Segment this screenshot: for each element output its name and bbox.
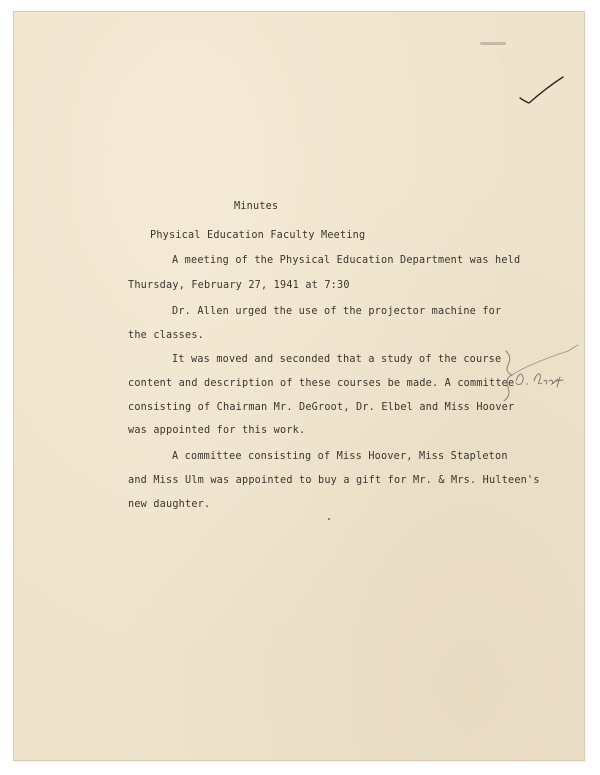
document-title: Minutes — [234, 201, 279, 212]
document-page — [14, 12, 584, 760]
body-line: A meeting of the Physical Education Department was held — [172, 255, 521, 266]
body-line: and Miss Ulm was appointed to buy a gift for Mr. & Mrs. Hulteen's — [128, 475, 540, 486]
body-line: the classes. — [128, 330, 205, 341]
margin-note-handwriting — [494, 337, 580, 407]
body-line: content and description of these courses be made. A committee — [128, 378, 515, 389]
body-line: consisting of Chairman Mr. DeGroot, Dr. Elbel and Miss Hoover — [128, 402, 515, 413]
ink-dot — [328, 518, 330, 520]
body-line: Thursday, February 27, 1941 at 7:30 — [128, 280, 350, 291]
body-line: A committee consisting of Miss Hoover, Miss Stapleton — [172, 451, 508, 462]
document-subtitle: Physical Education Faculty Meeting — [150, 230, 366, 241]
body-line: It was moved and seconded that a study of the course — [172, 354, 502, 365]
body-line: Dr. Allen urged the use of the projector machine for — [172, 306, 502, 317]
ink-smudge — [480, 42, 506, 45]
body-line: was appointed for this work. — [128, 425, 306, 436]
body-line: new daughter. — [128, 499, 211, 510]
check-mark-icon — [517, 74, 565, 108]
